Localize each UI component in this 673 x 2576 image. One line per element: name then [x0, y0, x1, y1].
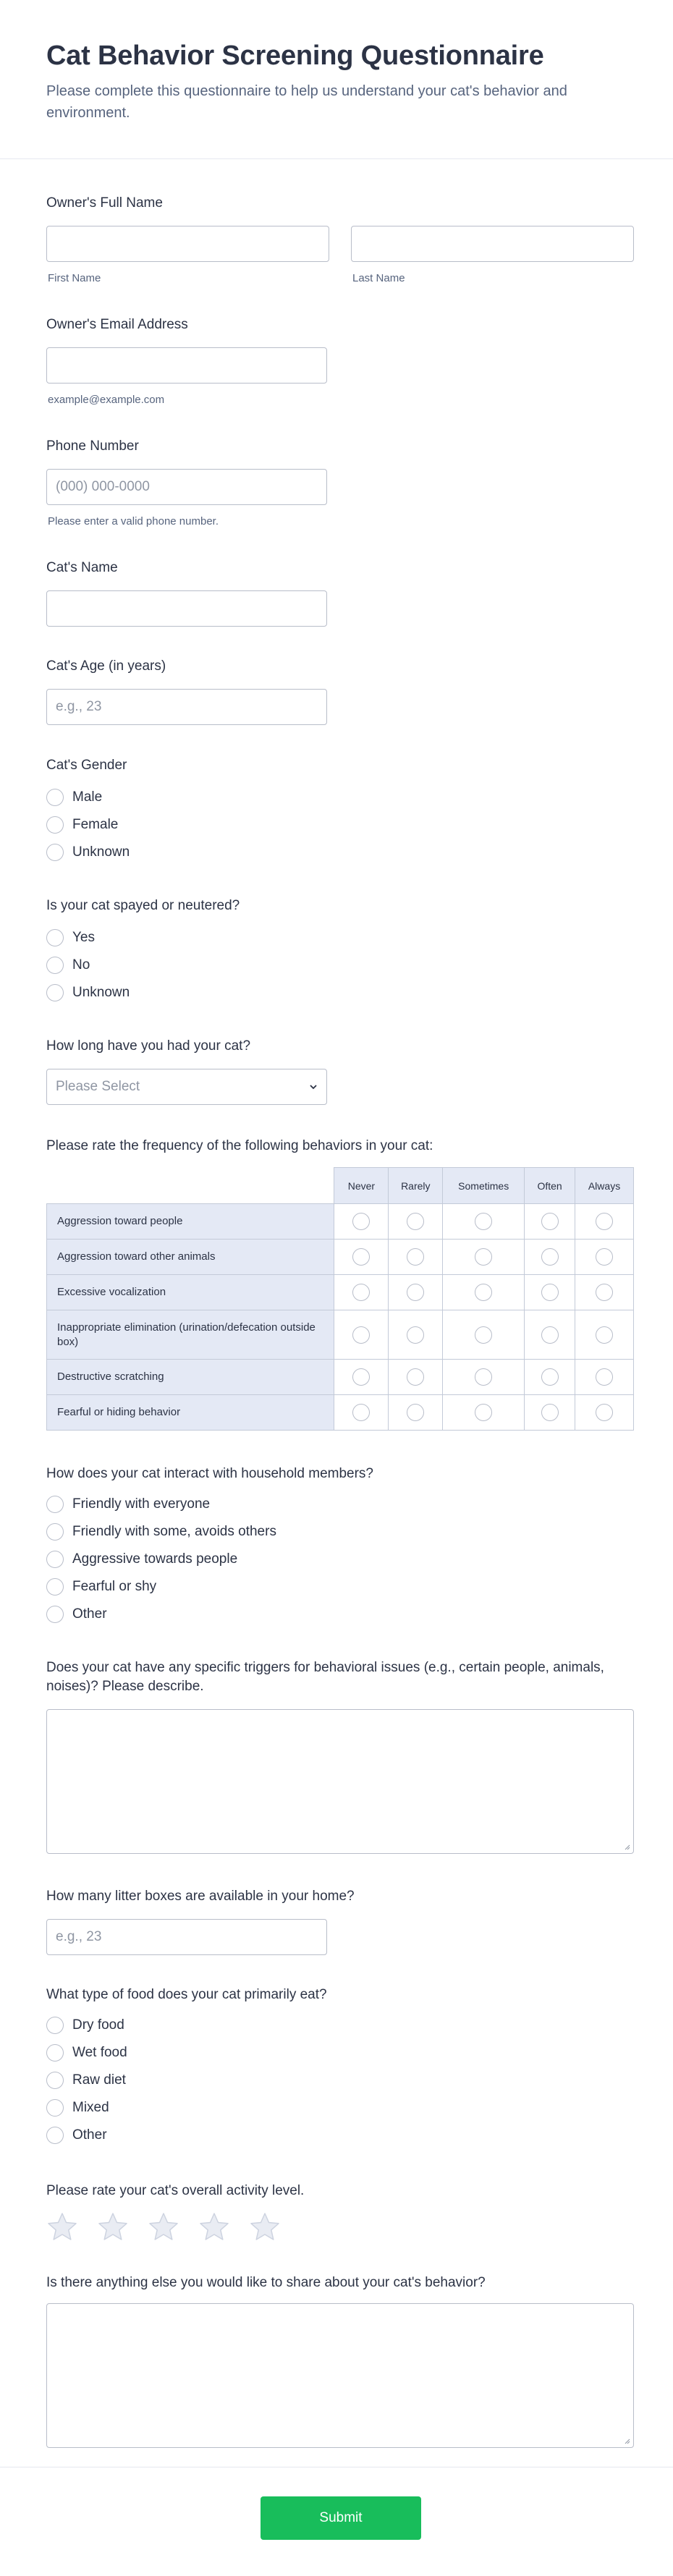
matrix-row	[47, 1395, 634, 1431]
matrix-row	[47, 1204, 634, 1240]
triggers-label: Does your cat have any specific triggers for behavioral issues (e.g., certain people, animals, noises)? Please describe.	[46, 1660, 604, 1694]
matrix-cell[interactable]	[575, 1395, 634, 1431]
matrix-cell[interactable]	[443, 1395, 525, 1431]
matrix-cell[interactable]	[525, 1275, 575, 1310]
matrix-cell[interactable]	[389, 1240, 443, 1275]
matrix-cell[interactable]	[334, 1275, 389, 1310]
matrix-row	[47, 1275, 634, 1310]
matrix-radio[interactable]	[407, 1368, 424, 1386]
matrix-radio[interactable]	[596, 1248, 613, 1266]
matrix-radio[interactable]	[352, 1326, 370, 1344]
last-name-sublabel: Last Name	[352, 272, 405, 284]
radio-circle[interactable]	[46, 929, 64, 946]
matrix-cell[interactable]	[443, 1204, 525, 1240]
email-input[interactable]	[46, 347, 327, 384]
chevron-down-icon	[309, 1082, 318, 1091]
matrix-cell[interactable]	[389, 1204, 443, 1240]
matrix-row	[47, 1310, 634, 1360]
radio-circle[interactable]	[46, 2017, 64, 2034]
gender-option-female[interactable]	[46, 815, 118, 834]
radio-label: Aggressive towards people	[72, 1551, 238, 1567]
matrix-cell[interactable]	[443, 1275, 525, 1310]
matrix-row	[47, 1360, 634, 1395]
radio-label: Fearful or shy	[72, 1579, 157, 1594]
first-name-sublabel: First Name	[48, 272, 101, 284]
radio-label: Dry food	[72, 2017, 124, 2033]
matrix-col-header: Rarely	[389, 1168, 443, 1204]
matrix-row-label: Aggression toward people	[47, 1204, 334, 1240]
form-title: Cat Behavior Screening Questionnaire	[46, 41, 544, 71]
radio-circle[interactable]	[46, 2127, 64, 2144]
matrix-radio[interactable]	[475, 1368, 492, 1386]
activity-label: Please rate your cat's overall activity level.	[46, 2183, 305, 2198]
radio-circle[interactable]	[46, 816, 64, 834]
resize-handle-icon[interactable]	[623, 2437, 630, 2444]
interaction-option[interactable]	[46, 1605, 107, 1624]
interaction-option[interactable]	[46, 1522, 276, 1541]
matrix-radio[interactable]	[475, 1213, 492, 1230]
matrix-radio[interactable]	[407, 1284, 424, 1301]
matrix-cell[interactable]	[389, 1395, 443, 1431]
email-sublabel: example@example.com	[48, 394, 165, 406]
gender-option-unknown[interactable]	[46, 843, 130, 862]
matrix-col-header: Often	[525, 1168, 575, 1204]
matrix-cell[interactable]	[334, 1395, 389, 1431]
matrix-radio[interactable]	[407, 1326, 424, 1344]
radio-label: Male	[72, 789, 103, 805]
radio-circle[interactable]	[46, 1606, 64, 1623]
spayed-option-yes[interactable]	[46, 928, 95, 947]
litter-label: How many litter boxes are available in your home?	[46, 1889, 355, 1904]
matrix-radio[interactable]	[352, 1404, 370, 1421]
matrix-cell[interactable]	[525, 1395, 575, 1431]
triggers-textarea[interactable]	[46, 1709, 634, 1854]
radio-label: Female	[72, 817, 119, 832]
matrix-cell[interactable]	[575, 1204, 634, 1240]
matrix-cell[interactable]	[389, 1360, 443, 1395]
form-footer	[0, 2467, 673, 2576]
radio-label: Mixed	[72, 2100, 109, 2115]
how-long-select[interactable]	[46, 1069, 327, 1105]
matrix-cell[interactable]	[575, 1275, 634, 1310]
matrix-row	[47, 1240, 634, 1275]
food-label: What type of food does your cat primarily eat?	[46, 1987, 327, 2002]
star-icon[interactable]	[97, 2211, 129, 2243]
radio-label: Other	[72, 2127, 107, 2143]
matrix-cell[interactable]	[389, 1275, 443, 1310]
radio-circle[interactable]	[46, 957, 64, 974]
radio-label: Unknown	[72, 985, 130, 1000]
matrix-radio[interactable]	[596, 1326, 613, 1344]
matrix-cell[interactable]	[334, 1240, 389, 1275]
last-name-input[interactable]	[351, 226, 634, 262]
matrix-radio[interactable]	[352, 1284, 370, 1301]
radio-label: Unknown	[72, 844, 130, 860]
radio-circle[interactable]	[46, 789, 64, 806]
phone-input[interactable]	[46, 469, 327, 505]
radio-label: No	[72, 957, 90, 973]
matrix-radio[interactable]	[475, 1248, 492, 1266]
how-long-label: How long have you had your cat?	[46, 1038, 251, 1054]
matrix-row-label: Excessive vocalization	[47, 1275, 334, 1310]
matrix-radio[interactable]	[541, 1368, 559, 1386]
matrix-radio[interactable]	[541, 1284, 559, 1301]
spayed-option-no[interactable]	[46, 956, 90, 975]
phone-placeholder: (000) 000-0000	[56, 479, 150, 494]
matrix-row-label: Aggression toward other animals	[47, 1240, 334, 1275]
matrix-radio[interactable]	[475, 1326, 492, 1344]
radio-circle[interactable]	[46, 1496, 64, 1513]
star-rating	[46, 2211, 281, 2243]
matrix-cell[interactable]	[575, 1360, 634, 1395]
spayed-option-unknown[interactable]	[46, 983, 130, 1002]
matrix-cell[interactable]	[525, 1310, 575, 1360]
form-header	[0, 0, 673, 159]
matrix-cell[interactable]	[443, 1360, 525, 1395]
email-label: Owner's Email Address	[46, 317, 188, 332]
phone-sublabel: Please enter a valid phone number.	[48, 515, 219, 528]
star-icon[interactable]	[198, 2211, 230, 2243]
matrix-radio[interactable]	[407, 1213, 424, 1230]
matrix-radio[interactable]	[541, 1248, 559, 1266]
matrix-row-label: Destructive scratching	[47, 1360, 334, 1395]
interaction-label: How does your cat interact with household members?	[46, 1466, 374, 1481]
radio-label: Friendly with everyone	[72, 1496, 211, 1512]
matrix-radio[interactable]	[475, 1284, 492, 1301]
cat-name-label: Cat's Name	[46, 560, 118, 575]
behavior-frequency-matrix	[46, 1167, 634, 1431]
how-long-selected: Please Select	[56, 1079, 140, 1094]
matrix-row-label: Fearful or hiding behavior	[47, 1395, 334, 1431]
owner-name-label: Owner's Full Name	[46, 195, 163, 211]
cat-age-label: Cat's Age (in years)	[46, 658, 166, 674]
radio-circle[interactable]	[46, 1578, 64, 1596]
radio-label: Other	[72, 1606, 107, 1622]
matrix-cell[interactable]	[443, 1240, 525, 1275]
interaction-option[interactable]	[46, 1550, 237, 1569]
food-option[interactable]	[46, 2126, 107, 2145]
food-option[interactable]	[46, 2043, 127, 2062]
cat-age-input[interactable]	[46, 689, 327, 725]
interaction-option[interactable]	[46, 1577, 156, 1596]
cat-gender-label: Cat's Gender	[46, 758, 127, 773]
frequency-label: Please rate the frequency of the following behaviors in your cat:	[46, 1138, 433, 1153]
matrix-radio[interactable]	[596, 1284, 613, 1301]
matrix-cell[interactable]	[334, 1204, 389, 1240]
matrix-cell[interactable]	[525, 1240, 575, 1275]
star-icon[interactable]	[148, 2211, 179, 2243]
extra-textarea[interactable]	[46, 2303, 634, 2448]
matrix-cell[interactable]	[334, 1360, 389, 1395]
litter-placeholder: e.g., 23	[56, 1929, 102, 1944]
radio-circle[interactable]	[46, 1551, 64, 1568]
matrix-col-header: Sometimes	[443, 1168, 525, 1204]
matrix-col-header: Never	[334, 1168, 389, 1204]
food-option[interactable]	[46, 2071, 126, 2090]
radio-label: Yes	[72, 930, 95, 945]
radio-circle[interactable]	[46, 1523, 64, 1541]
submit-button[interactable]: Submit	[261, 2496, 421, 2540]
matrix-corner	[47, 1168, 334, 1204]
matrix-radio[interactable]	[541, 1326, 559, 1344]
radio-circle[interactable]	[46, 2072, 64, 2089]
matrix-col-header: Always	[575, 1168, 634, 1204]
matrix-radio[interactable]	[352, 1248, 370, 1266]
matrix-cell[interactable]	[334, 1310, 389, 1360]
radio-circle[interactable]	[46, 984, 64, 1001]
star-icon[interactable]	[249, 2211, 281, 2243]
radio-label: Friendly with some, avoids others	[72, 1524, 276, 1539]
form-subtitle: Please complete this questionnaire to help us understand your cat's behavior and environment.	[46, 83, 567, 121]
matrix-radio[interactable]	[541, 1213, 559, 1230]
star-icon[interactable]	[46, 2211, 78, 2243]
matrix-radio[interactable]	[596, 1368, 613, 1386]
first-name-input[interactable]	[46, 226, 329, 262]
matrix-cell[interactable]	[389, 1310, 443, 1360]
radio-label: Wet food	[72, 2045, 127, 2060]
spayed-label: Is your cat spayed or neutered?	[46, 898, 240, 913]
resize-handle-icon[interactable]	[623, 1843, 630, 1850]
radio-label: Raw diet	[72, 2072, 126, 2088]
matrix-radio[interactable]	[352, 1213, 370, 1230]
litter-input[interactable]	[46, 1919, 327, 1955]
extra-label: Is there anything else you would like to share about your cat's behavior?	[46, 2275, 486, 2290]
matrix-cell[interactable]	[525, 1204, 575, 1240]
food-option[interactable]	[46, 2016, 124, 2035]
phone-label: Phone Number	[46, 438, 139, 454]
matrix-radio[interactable]	[352, 1368, 370, 1386]
food-option[interactable]	[46, 2098, 109, 2117]
radio-circle[interactable]	[46, 844, 64, 861]
matrix-cell[interactable]	[443, 1310, 525, 1360]
matrix-cell[interactable]	[525, 1360, 575, 1395]
matrix-radio[interactable]	[596, 1213, 613, 1230]
radio-circle[interactable]	[46, 2099, 64, 2117]
cat-name-input[interactable]	[46, 590, 327, 627]
matrix-cell[interactable]	[575, 1310, 634, 1360]
cat-age-placeholder: e.g., 23	[56, 699, 102, 714]
matrix-radio[interactable]	[407, 1248, 424, 1266]
matrix-radio[interactable]	[596, 1404, 613, 1421]
interaction-option[interactable]	[46, 1495, 210, 1514]
radio-circle[interactable]	[46, 2044, 64, 2062]
matrix-radio[interactable]	[541, 1404, 559, 1421]
matrix-radio[interactable]	[407, 1404, 424, 1421]
matrix-cell[interactable]	[575, 1240, 634, 1275]
matrix-radio[interactable]	[475, 1404, 492, 1421]
gender-option-male[interactable]	[46, 788, 102, 807]
matrix-row-label: Inappropriate elimination (urination/defecation outside box)	[47, 1310, 334, 1360]
